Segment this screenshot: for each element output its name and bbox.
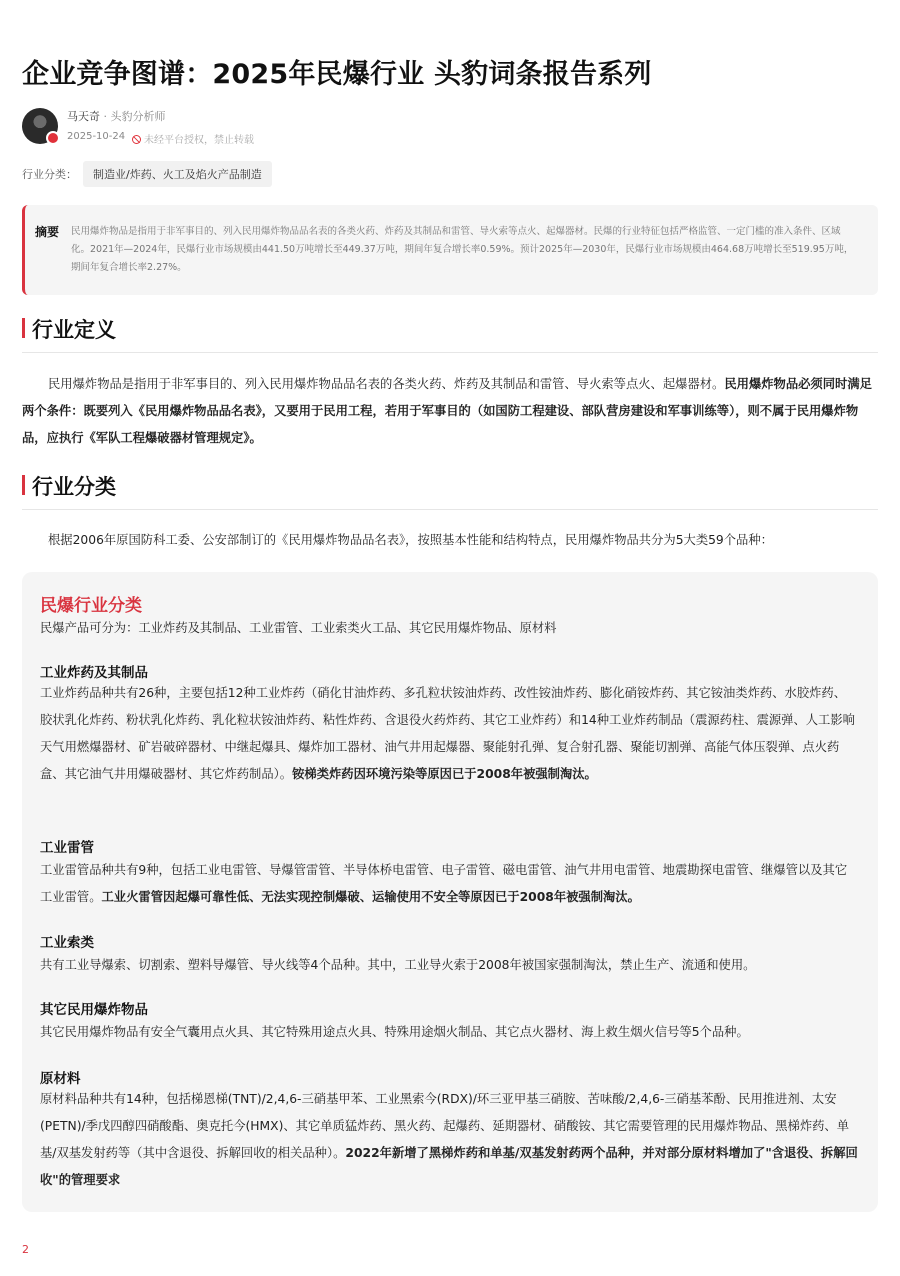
abstract-box <box>22 205 878 295</box>
definition-text-bold: 民用爆炸物品必须同时满足两个条件：既要列入《民用爆炸物品品名表》，又要用于民用工程，若用于军事目的（如国防工程建设、部队营房建设和军事训练等），则不属于民用爆炸物品，应执行《军队工程爆破器材管理规定》。 <box>22 377 872 445</box>
copyright-text: 未经平台授权，禁止转载 <box>144 135 254 146</box>
definition-paragraph <box>22 371 878 452</box>
box-intro: 民爆产品可分为：工业炸药及其制品、工业雷管、工业索类火工品、其它民用爆炸物品、原材料 <box>40 621 557 635</box>
subsection-heading: 其它民用爆炸物品 <box>40 1002 148 1018</box>
ban-icon <box>132 135 141 144</box>
industry-category <box>22 162 272 186</box>
subsection-text <box>40 857 858 911</box>
author-block <box>22 106 422 146</box>
page-title: 企业竞争图谱：2025年民爆行业 头豹词条报告系列 <box>22 59 652 90</box>
subsection-bold: 2022年新增了黑梯炸药和单基/双基发射药两个品种，并对部分原材料增加了"含退役、拆解回收"的管理要求 <box>40 1146 858 1187</box>
subsection-body: 其它民用爆炸物品有安全气囊用点火具、其它特殊用途点火具、特殊用途烟火制品、其它点火器材、海上救生烟火信号等5个品种。 <box>40 1025 749 1039</box>
author-role: · 头豹分析师 <box>100 110 166 123</box>
box-title: 民爆行业分类 <box>40 596 142 616</box>
publish-date: 2025-10-24 <box>67 131 126 142</box>
subsection-heading: 工业索类 <box>40 935 94 951</box>
classification-box <box>22 572 878 1212</box>
subsection-bold: 工业火雷管因起爆可靠性低、无法实现控制爆破、运输使用不安全等原因已于2008年被强制淘汰。 <box>101 890 640 904</box>
verified-badge-icon <box>46 131 60 145</box>
subsection-heading: 工业炸药及其制品 <box>40 665 148 681</box>
subsection-body: 工业炸药品种共有26种，主要包括12种工业炸药（硝化甘油炸药、多孔粒状铵油炸药、改性铵油炸药、膨化硝铵炸药、其它铵油类炸药、水胶炸药、胶状乳化炸药、粉状乳化炸药、乳化粒状铵油炸药、粘性炸药、含退役火药炸药、其它工业炸药）和14种工业炸药制品（震源药柱、震源弹、人工影响天气用燃爆器材、矿岩破碎器材、中继起爆具、爆炸加工器材、油气井用起爆器、聚能射孔弹、复合射孔器、聚能切割弹、高能气体压裂弹、点火药盒、其它油气井用爆破器材、其它炸药制品）。 <box>40 686 855 781</box>
subsection-heading: 工业雷管 <box>40 840 94 856</box>
subsection-bold: 铵梯类炸药因环境污染等原因已于2008年被强制淘汰。 <box>292 767 597 781</box>
subsection-text <box>40 680 858 788</box>
subsection-text <box>40 1086 858 1194</box>
copyright-notice <box>132 131 254 146</box>
subsection-body: 共有工业导爆索、切割索、塑料导爆管、导火线等4个品种。其中，工业导火索于2008年被国家强制淘汰，禁止生产、流通和使用。 <box>40 958 756 972</box>
category-label: 行业分类： <box>22 168 77 181</box>
page-number: 2 <box>22 1243 29 1256</box>
subsection-heading: 原材料 <box>40 1071 81 1087</box>
definition-text: 民用爆炸物品是指用于非军事目的、列入民用爆炸物品品名表的各类火药、炸药及其制品和雷管、导火索等点火、起爆器材。 <box>48 377 725 391</box>
subsection-text <box>40 1019 858 1046</box>
author-name[interactable]: 马天奇 <box>67 110 100 123</box>
section-bar <box>22 475 25 495</box>
classification-intro: 根据2006年原国防科工委、公安部制订的《民用爆炸物品品名表》，按照基本性能和结构特点，民用爆炸物品共分为5大类59个品种： <box>48 533 773 547</box>
abstract-label: 摘要 <box>35 225 60 239</box>
section-classification-title: 行业分类 <box>32 475 116 499</box>
section-definition-header <box>22 314 878 353</box>
abstract-text: 民用爆炸物品是指用于非军事目的、列入民用爆炸物品品名表的各类火药、炸药及其制品和雷管、导火索等点火、起爆器材。民爆的行业特征包括严格监管、一定门槛的准入条件、区域化。2021年—2024年，民爆行业市场规模由441.50万吨增长至449.37万吨，期间年复合增长率0.59%。预计2025年—2030年，民爆行业市场规模由464.68万吨增长至519.95万吨，期间年复合增长率2.27%。 <box>71 226 854 273</box>
subsection-body: 工业雷管品种共有9种，包括工业电雷管、导爆管雷管、半导体桥电雷管、电子雷管、磁电雷管、油气井用电雷管、地震勘探电雷管、继爆管以及其它工业雷管。 <box>40 863 848 904</box>
subsection-body: 原材料品种共有14种，包括梯恩梯(TNT)/2,4,6-三硝基甲苯、工业黑索今(RDX)/环三亚甲基三硝胺、苦味酸/2,4,6-三硝基苯酚、民用推进剂、太安(PETN)/季戊四醇四硝酸酯、奥克托今(HMX)、其它单质猛炸药、黑火药、起爆药、延期器材、硝酸铵、其它需要管理的民用爆炸物品、黑梯炸药、单基/双基发射药等（其中含退役、拆解回收的相关品种）。 <box>40 1092 850 1160</box>
section-definition-title: 行业定义 <box>32 318 116 342</box>
section-bar <box>22 318 25 338</box>
author-name-line <box>67 108 166 124</box>
section-classification-header <box>22 471 878 510</box>
category-tag[interactable]: 制造业/炸药、火工及焰火产品制造 <box>83 161 272 187</box>
subsection-text <box>40 952 858 979</box>
